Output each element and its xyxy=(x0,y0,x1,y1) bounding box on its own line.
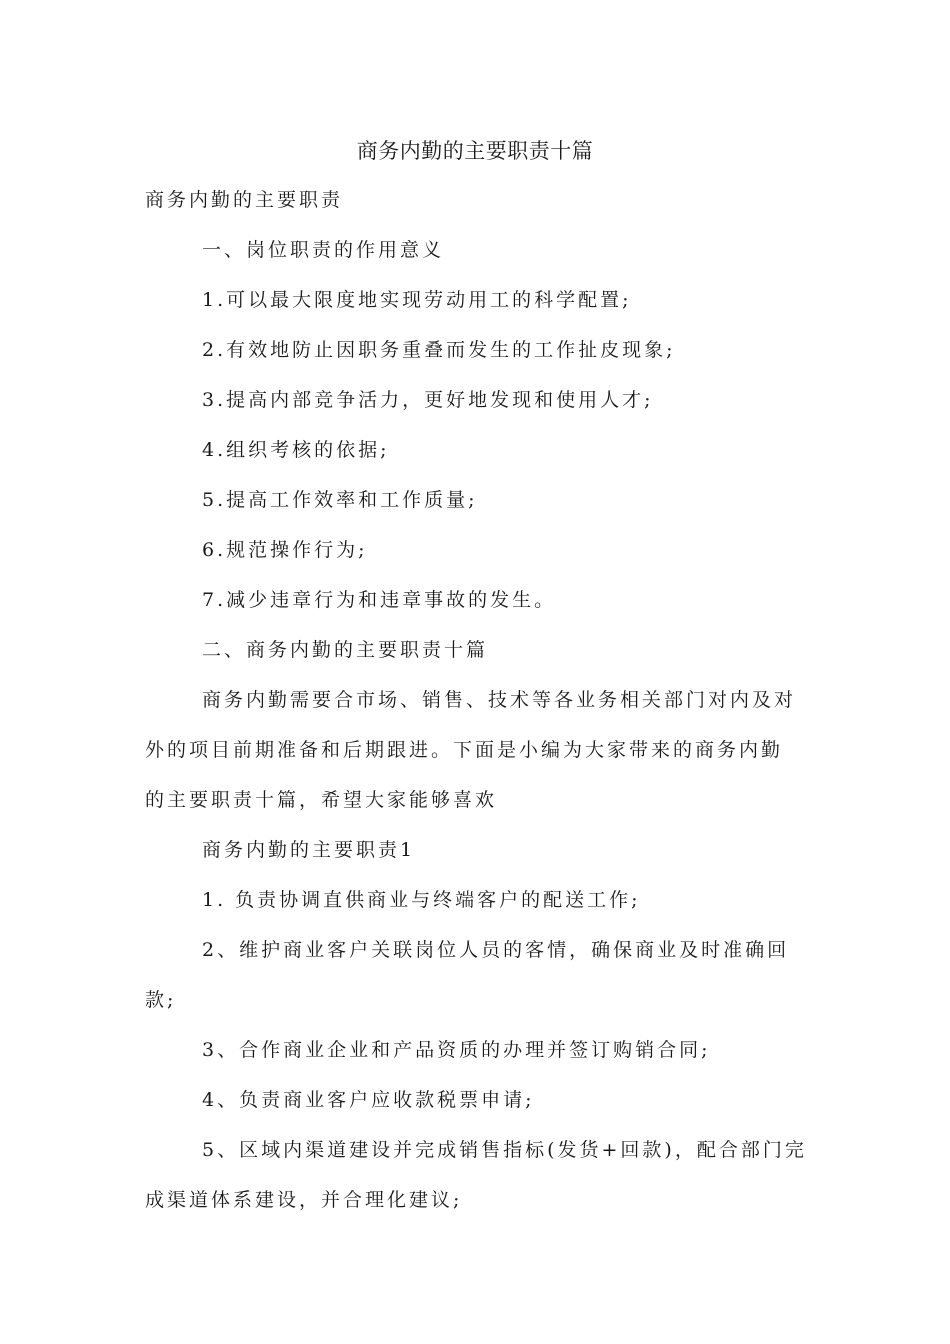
paragraph-line: 商务内勤需要合市场、销售、技术等各业务相关部门对内及对 xyxy=(202,689,797,711)
subsection-heading: 二、商务内勤的主要职责十篇 xyxy=(202,639,489,661)
subsection-heading: 商务内勤的主要职责1 xyxy=(202,839,416,861)
list-item: 2、维护商业客户关联岗位人员的客情，确保商业及时准确回 xyxy=(202,939,790,961)
list-item-continuation: 成渠道体系建设，并合理化建议; xyxy=(145,1189,463,1211)
list-item: 7.减少违章行为和违章事故的发生。 xyxy=(202,589,557,611)
list-item: 1.可以最大限度地实现劳动用工的科学配置; xyxy=(202,289,632,311)
paragraph-line: 外的项目前期准备和后期跟进。下面是小编为大家带来的商务内勤 xyxy=(145,739,784,761)
list-item: 6.规范操作行为; xyxy=(202,539,368,561)
list-item: 1. 负责协调直供商业与终端客户的配送工作; xyxy=(202,889,641,911)
paragraph-line: 的主要职责十篇，希望大家能够喜欢 xyxy=(145,789,498,811)
list-item: 4、负责商业客户应收款税票申请; xyxy=(202,1089,535,1111)
list-item: 5.提高工作效率和工作质量; xyxy=(202,489,478,511)
document-title: 商务内勤的主要职责十篇 xyxy=(356,139,594,163)
list-item: 2.有效地防止因职务重叠而发生的工作扯皮现象; xyxy=(202,339,676,361)
list-item: 5、区域内渠道建设并完成销售指标(发货+回款)，配合部门完 xyxy=(202,1139,807,1161)
list-item-continuation: 款; xyxy=(145,989,177,1011)
list-item: 4.组织考核的依据; xyxy=(202,439,390,461)
list-item: 3、合作商业企业和产品资质的办理并签订购销合同; xyxy=(202,1039,711,1061)
section-heading: 商务内勤的主要职责 xyxy=(145,189,344,211)
list-item: 3.提高内部竞争活力，更好地发现和使用人才; xyxy=(202,389,654,411)
subsection-heading: 一、岗位职责的作用意义 xyxy=(202,239,445,261)
